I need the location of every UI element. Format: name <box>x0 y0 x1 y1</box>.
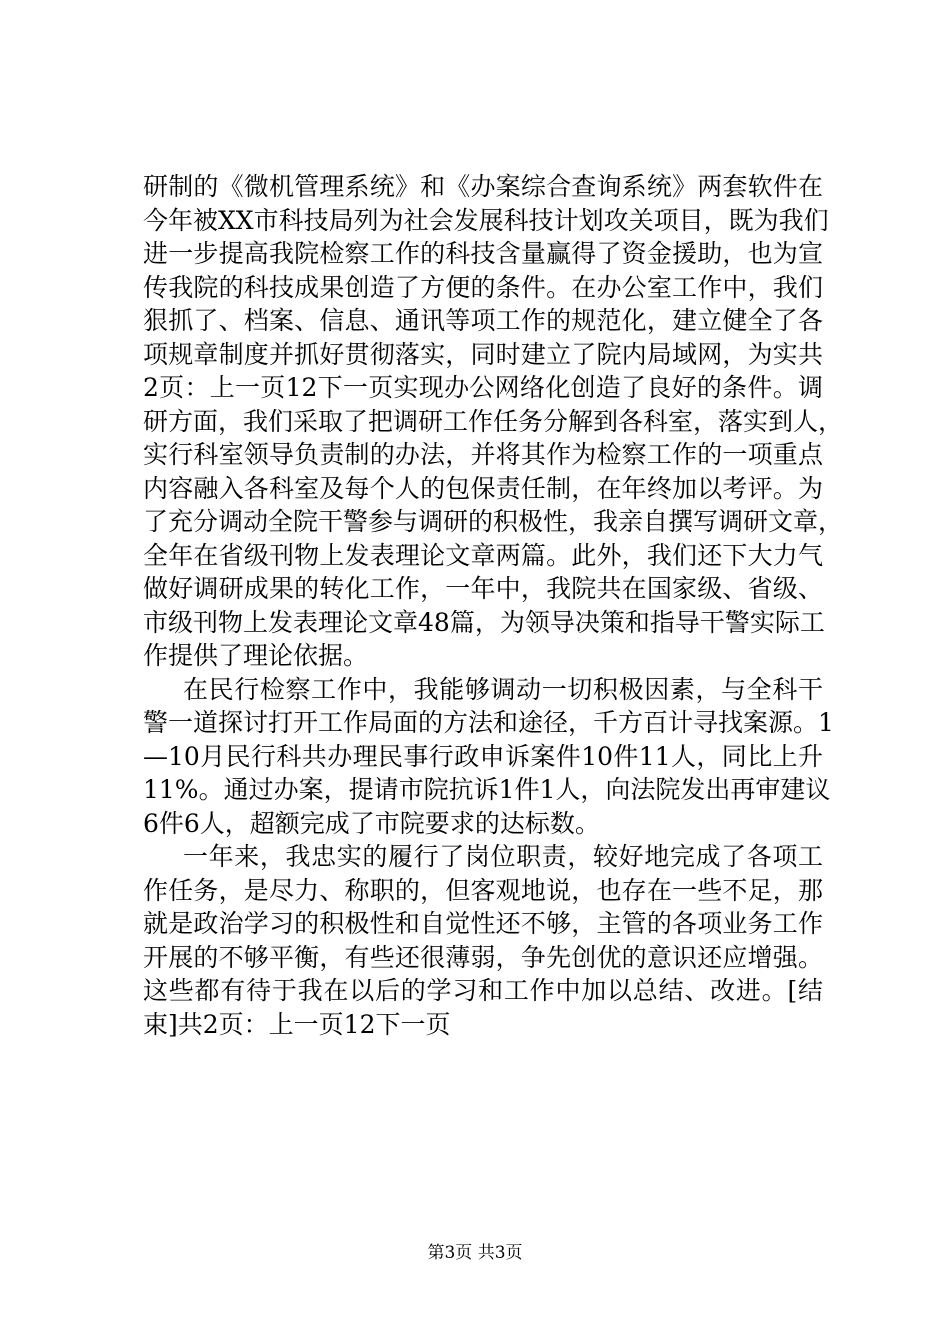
text-line: 作任务，是尽力、称职的，但客观地说，也存在一些不足，那 <box>143 875 823 905</box>
text-line: 内容融入各科室及每个人的包保责任制，在年终加以考评。为 <box>143 473 823 503</box>
text-line: 这些都有待于我在以后的学习和工作中加以总结、改进。[结 <box>143 976 823 1005</box>
text-line: 全年在省级刊物上发表理论文章两篇。此外，我们还下大力气 <box>143 540 823 570</box>
text-line: 警一道探讨打开工作局面的方法和途径，千方百计寻找案源。1 <box>143 708 834 737</box>
text-line: —10月民行科共办理民事行政申诉案件10件11人，同比上升 <box>143 741 823 771</box>
text-line: 束]共2页：上一页12下一页 <box>143 1009 451 1039</box>
text-line: 研方面，我们采取了把调研工作任务分解到各科室，落实到人， <box>143 406 844 436</box>
text-line: 开展的不够平衡，有些还很薄弱，争先创优的意识还应增强。 <box>143 942 823 972</box>
text-line: 一年来，我忠实的履行了岗位职责，较好地完成了各项工 <box>183 842 823 871</box>
text-line: 狠抓了、档案、信息、通讯等项工作的规范化，建立健全了各 <box>143 306 823 335</box>
text-line: 今年被XX市科技局列为社会发展科技计划攻关项目，既为我们 <box>143 205 829 235</box>
text-line: 项规章制度并抓好贯彻落实，同时建立了院内局域网，为实共 <box>143 339 823 369</box>
text-line: 就是政治学习的积极性和自觉性还不够，主管的各项业务工作 <box>143 909 823 938</box>
document-body <box>143 170 844 1041</box>
text-line: 研制的《微机管理系统》和《办案综合查询系统》两套软件在 <box>143 172 823 201</box>
text-line: 11%。通过办案，提请市院抗诉1件1人，向法院发出再审建议 <box>143 775 831 804</box>
text-line: 6件6人，超额完成了市院要求的达标数。 <box>143 808 600 838</box>
text-line: 2页：上一页12下一页实现办公网络化创造了良好的条件。调 <box>143 373 823 402</box>
text-line: 市级刊物上发表理论文章48篇，为领导决策和指导干警实际工 <box>143 607 825 637</box>
text-line: 做好调研成果的转化工作，一年中，我院共在国家级、省级、 <box>143 574 823 603</box>
text-line: 实行科室领导负责制的办法，并将其作为检察工作的一项重点 <box>143 440 823 469</box>
text-line: 了充分调动全院干警参与调研的积极性，我亲自撰写调研文章， <box>143 507 844 536</box>
text-line: 进一步提高我院检察工作的科技含量赢得了资金援助，也为宣 <box>143 239 823 268</box>
text-line: 传我院的科技成果创造了方便的条件。在办公室工作中，我们 <box>143 272 823 302</box>
page-footer: 第3页 共3页 <box>427 1243 523 1263</box>
text-line: 作提供了理论依据。 <box>143 641 369 670</box>
text-line: 在民行检察工作中，我能够调动一切积极因素，与全科干 <box>183 674 823 704</box>
